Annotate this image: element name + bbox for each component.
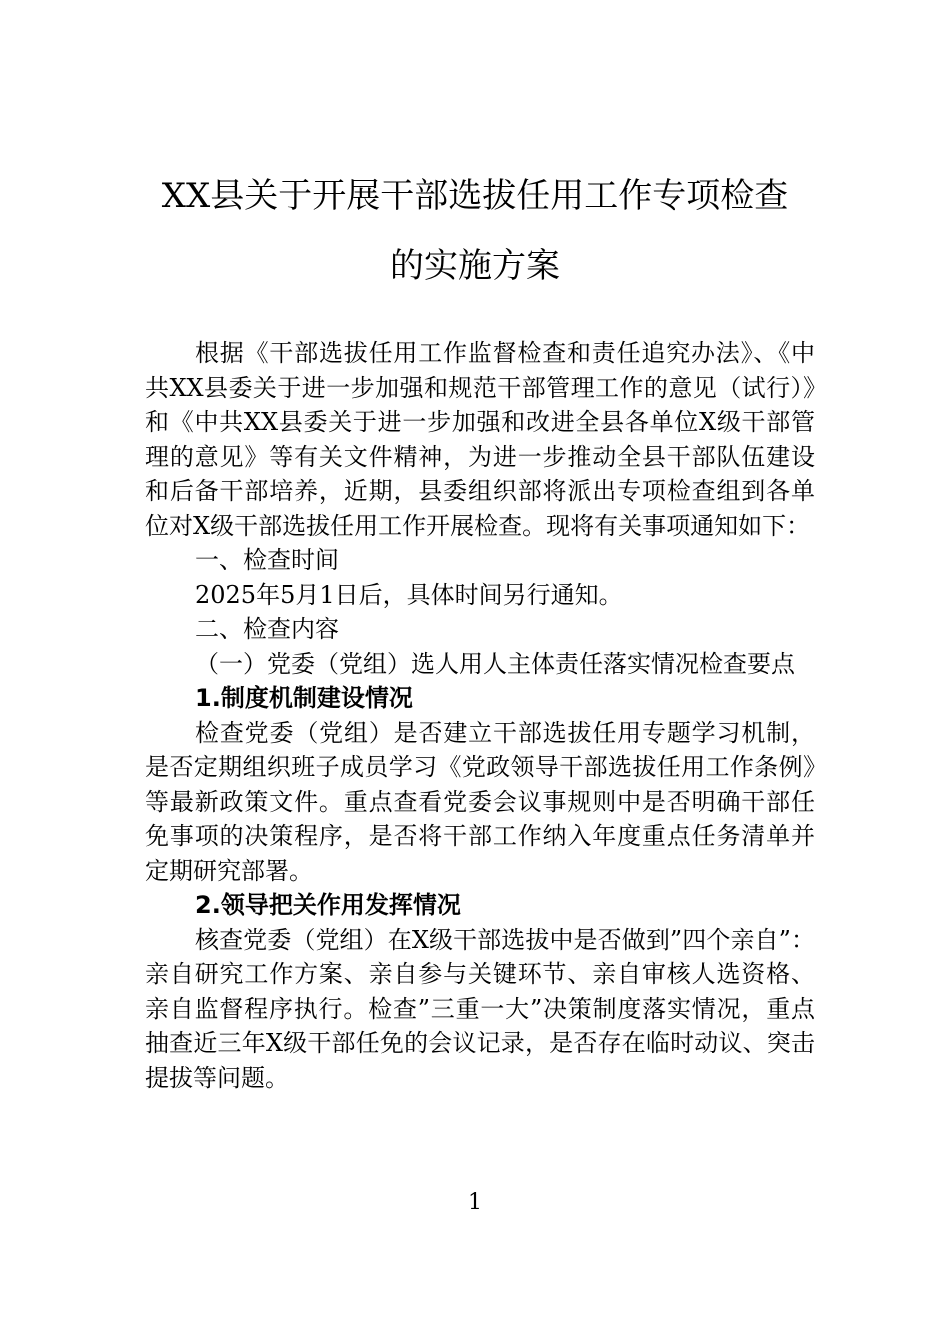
subsection-heading-responsibility: （一）党委（党组）选人用人主体责任落实情况检查要点 (195, 649, 795, 678)
item-heading-leadership-role: 2.领导把关作用发挥情况 (195, 891, 461, 919)
item-heading-system-mechanism: 1.制度机制建设情况 (195, 684, 413, 712)
intro-paragraph: 根据《干部选拔任用工作监督检查和责任追究办法》、《中共XX县委关于进一步加强和规范干部管理工作的意见（试行）》和《中共XX县委关于进一步加强和改进全县各单位X级干部管理的意见》等有关文件精神，为进一步推动全县干部队伍建设和后备干部培养，近期，县委组织部将派出专项检查组到各单位对X级干部选拔任用工作开展检查。现将有关事项通知如下： (145, 339, 815, 540)
inspection-time-paragraph: 2025年5月1日后，具体时间另行通知。 (195, 580, 623, 609)
section-heading-inspection-content: 二、检查内容 (195, 615, 339, 643)
leadership-role-paragraph: 核查党委（党组）在X级干部选拔中是否做到”四个亲自”：亲自研究工作方案、亲自参与关键环节、亲自审核人选资格、亲自监督程序执行。检查”三重一大”决策制度落实情况，重点抽查近三年X级干部任免的会议记录，是否存在临时动议、突击提拔等问题。 (145, 925, 815, 1092)
document-title-line-1: XX县关于开展干部选拔任用工作专项检查 (161, 176, 789, 216)
system-mechanism-paragraph: 检查党委（党组）是否建立干部选拔任用专题学习机制，是否定期组织班子成员学习《党政领导干部选拔任用工作条例》等最新政策文件。重点查看党委会议事规则中是否明确干部任免事项的决策程序，是否将干部工作纳入年度重点任务清单并定期研究部署。 (145, 718, 815, 885)
page-number: 1 (468, 1190, 482, 1215)
document-title-line-2: 的实施方案 (390, 246, 560, 286)
section-heading-inspection-time: 一、检查时间 (195, 546, 339, 574)
document-body (145, 336, 815, 1095)
